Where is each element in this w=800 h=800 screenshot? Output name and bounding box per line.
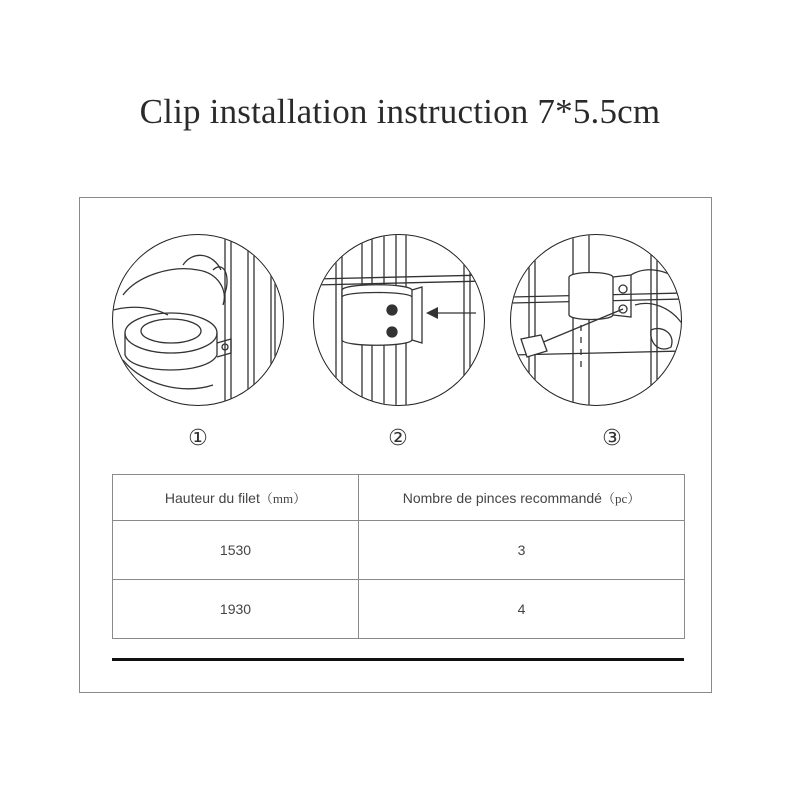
screwdriver-tightening-icon xyxy=(511,235,682,406)
table-header-row xyxy=(113,475,685,521)
clip-recommendation-table xyxy=(112,474,685,639)
step-2-number: ② xyxy=(388,426,408,451)
header-net-height-unit: （mm） xyxy=(259,491,307,506)
net-height-cell: 1930 xyxy=(113,580,359,639)
table-row xyxy=(113,580,685,639)
step-1-illustration xyxy=(112,234,284,406)
hand-holding-clip-icon xyxy=(113,235,284,406)
step-3-illustration xyxy=(510,234,682,406)
header-clip-count-unit: （pc） xyxy=(601,491,641,506)
net-height-cell: 1530 xyxy=(113,521,359,580)
header-net-height: Hauteur du filet（mm） xyxy=(113,475,359,521)
clip-count-cell: 4 xyxy=(359,580,685,639)
step-2-illustration xyxy=(313,234,485,406)
table-row xyxy=(113,521,685,580)
page-title: Clip installation instruction 7*5.5cm xyxy=(139,92,661,131)
clip-on-post-arrow-icon xyxy=(314,235,485,406)
header-clip-count: Nombre de pinces recommandé（pc） xyxy=(359,475,685,521)
step-1-number: ① xyxy=(188,426,208,451)
step-3-number: ③ xyxy=(602,426,622,451)
bottom-divider xyxy=(112,658,684,661)
clip-count-cell: 3 xyxy=(359,521,685,580)
